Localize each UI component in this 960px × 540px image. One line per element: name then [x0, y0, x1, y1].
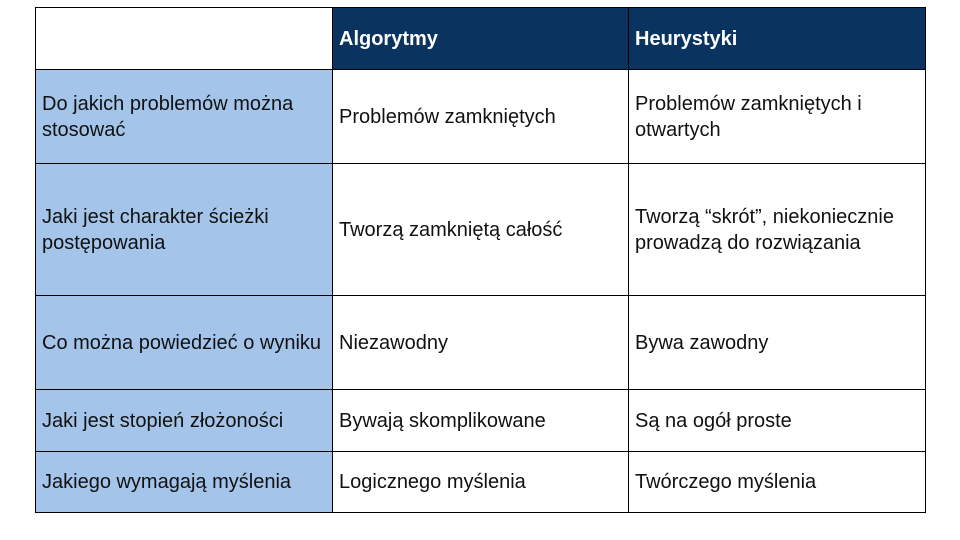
cell-heurystyki: Twórczego myślenia	[629, 452, 926, 513]
header-algorytmy: Algorytmy	[333, 8, 629, 70]
row-label: Do jakich problemów można stosować	[36, 70, 333, 164]
table-row	[36, 70, 926, 164]
table-row	[36, 164, 926, 296]
header-heurystyki: Heurystyki	[629, 8, 926, 70]
cell-heurystyki: Są na ogół proste	[629, 390, 926, 452]
table-row	[36, 390, 926, 452]
row-label: Jaki jest stopień złożoności	[36, 390, 333, 452]
row-label: Jakiego wymagają myślenia	[36, 452, 333, 513]
header-row	[36, 8, 926, 70]
cell-heurystyki: Problemów zamkniętych i otwartych	[629, 70, 926, 164]
cell-algorytmy: Logicznego myślenia	[333, 452, 629, 513]
cell-heurystyki: Tworzą “skrót”, niekoniecznie prowadzą do rozwiązania	[629, 164, 926, 296]
cell-algorytmy: Tworzą zamkniętą całość	[333, 164, 629, 296]
comparison-table	[35, 7, 926, 513]
cell-algorytmy: Problemów zamkniętych	[333, 70, 629, 164]
row-label: Co można powiedzieć o wyniku	[36, 296, 333, 390]
cell-algorytmy: Niezawodny	[333, 296, 629, 390]
table-row	[36, 452, 926, 513]
header-corner-cell	[36, 8, 333, 70]
row-label: Jaki jest charakter ścieżki postępowania	[36, 164, 333, 296]
cell-heurystyki: Bywa zawodny	[629, 296, 926, 390]
table-row	[36, 296, 926, 390]
cell-algorytmy: Bywają skomplikowane	[333, 390, 629, 452]
